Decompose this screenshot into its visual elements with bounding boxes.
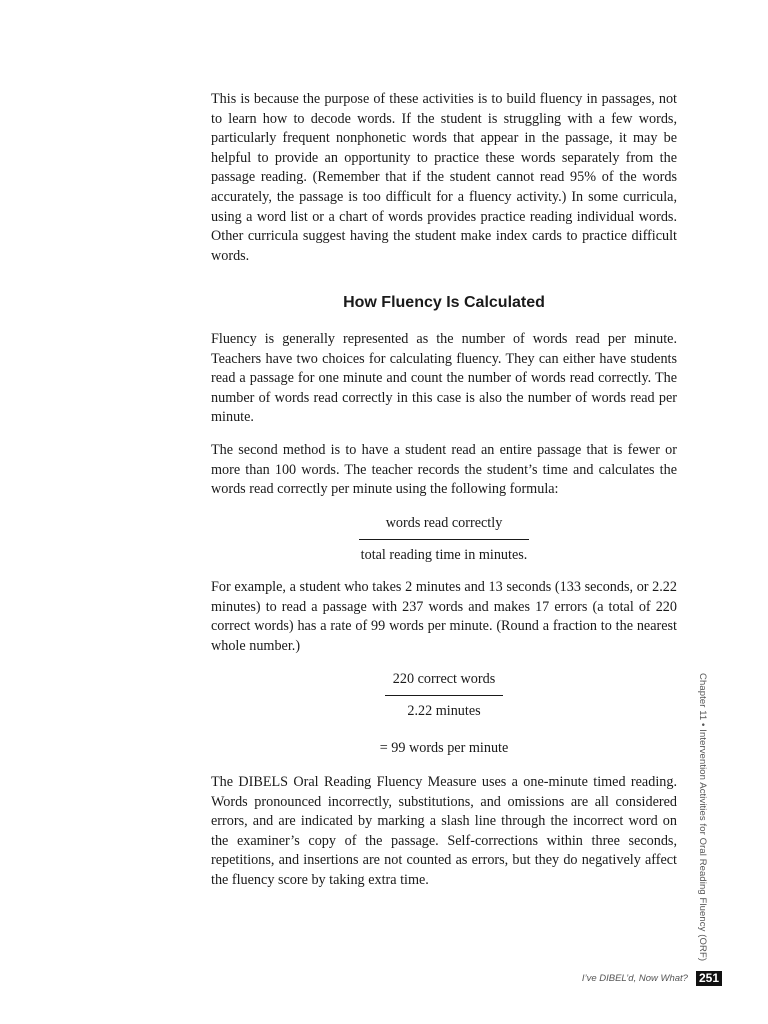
section-heading: How Fluency Is Calculated — [343, 294, 545, 311]
example-paragraph: For example, a student who takes 2 minutes and 13 seconds (133 seconds, or 2.22 minutes) to read a passage with 237 words and makes 17 errors (a total of 220 correct words) has a rate of 99 words per minute. (Round a fraction to the nearest whole number.) — [211, 579, 677, 654]
fluency-formula — [211, 514, 677, 565]
example-denominator: 2.22 minutes — [407, 702, 481, 719]
chapter-side-label: Chapter 11 • Intervention Activities for Oral Reading Fluency (ORF) — [697, 673, 708, 962]
intro-paragraph: This is because the purpose of these activities is to build fluency in passages, not to learn how to decode words. If the student is struggling with a few words, particularly frequent nonphonetic words that appear in the passage, it may be helpful to provide an opportunity to practice these words separately from the passage reading. (Remember that if the student cannot read 95% of the words accurately, the passage is too difficult for a fluency activity.) In some curricula, using a word list or a chart of words provides practice reading individual words. Other curricula suggest having the student make index cards to practice difficult words. — [211, 91, 677, 264]
second-method-paragraph: The second method is to have a student read an entire passage that is fewer or more than 100 words. The teacher records the student’s time and calculates the words read correctly per minute using the following formula: — [211, 442, 677, 498]
footer-book-title: I’ve DIBEL’d, Now What? — [581, 973, 688, 984]
page-number: 251 — [696, 971, 722, 986]
formula-numerator: words read correctly — [385, 515, 503, 531]
formula-denominator: total reading time in minutes. — [360, 546, 528, 563]
example-numerator: 220 correct words — [392, 671, 496, 687]
fluency-definition-paragraph: Fluency is generally represented as the number of words read per minute. Teachers have two choices for calculating fluency. They can either have students read a passage for one minute and count the number of words read correctly. The number of words read correctly in this case is also the number of words read per minute. — [211, 331, 677, 426]
dibels-paragraph: The DIBELS Oral Reading Fluency Measure uses a one-minute timed reading. Words pronounced incorrectly, substitutions, and omissions are all considered errors, and are indicated by marking a slash line through the incorrect word on the examiner’s copy of the passage. Self-corrections within three seconds, repetitions, and insertions are not counted as errors, but they do negatively affect the fluency score by taking extra time. — [211, 774, 677, 888]
example-calculation — [211, 670, 677, 721]
example-result: = 99 words per minute — [379, 740, 509, 756]
page-footer — [582, 971, 722, 986]
